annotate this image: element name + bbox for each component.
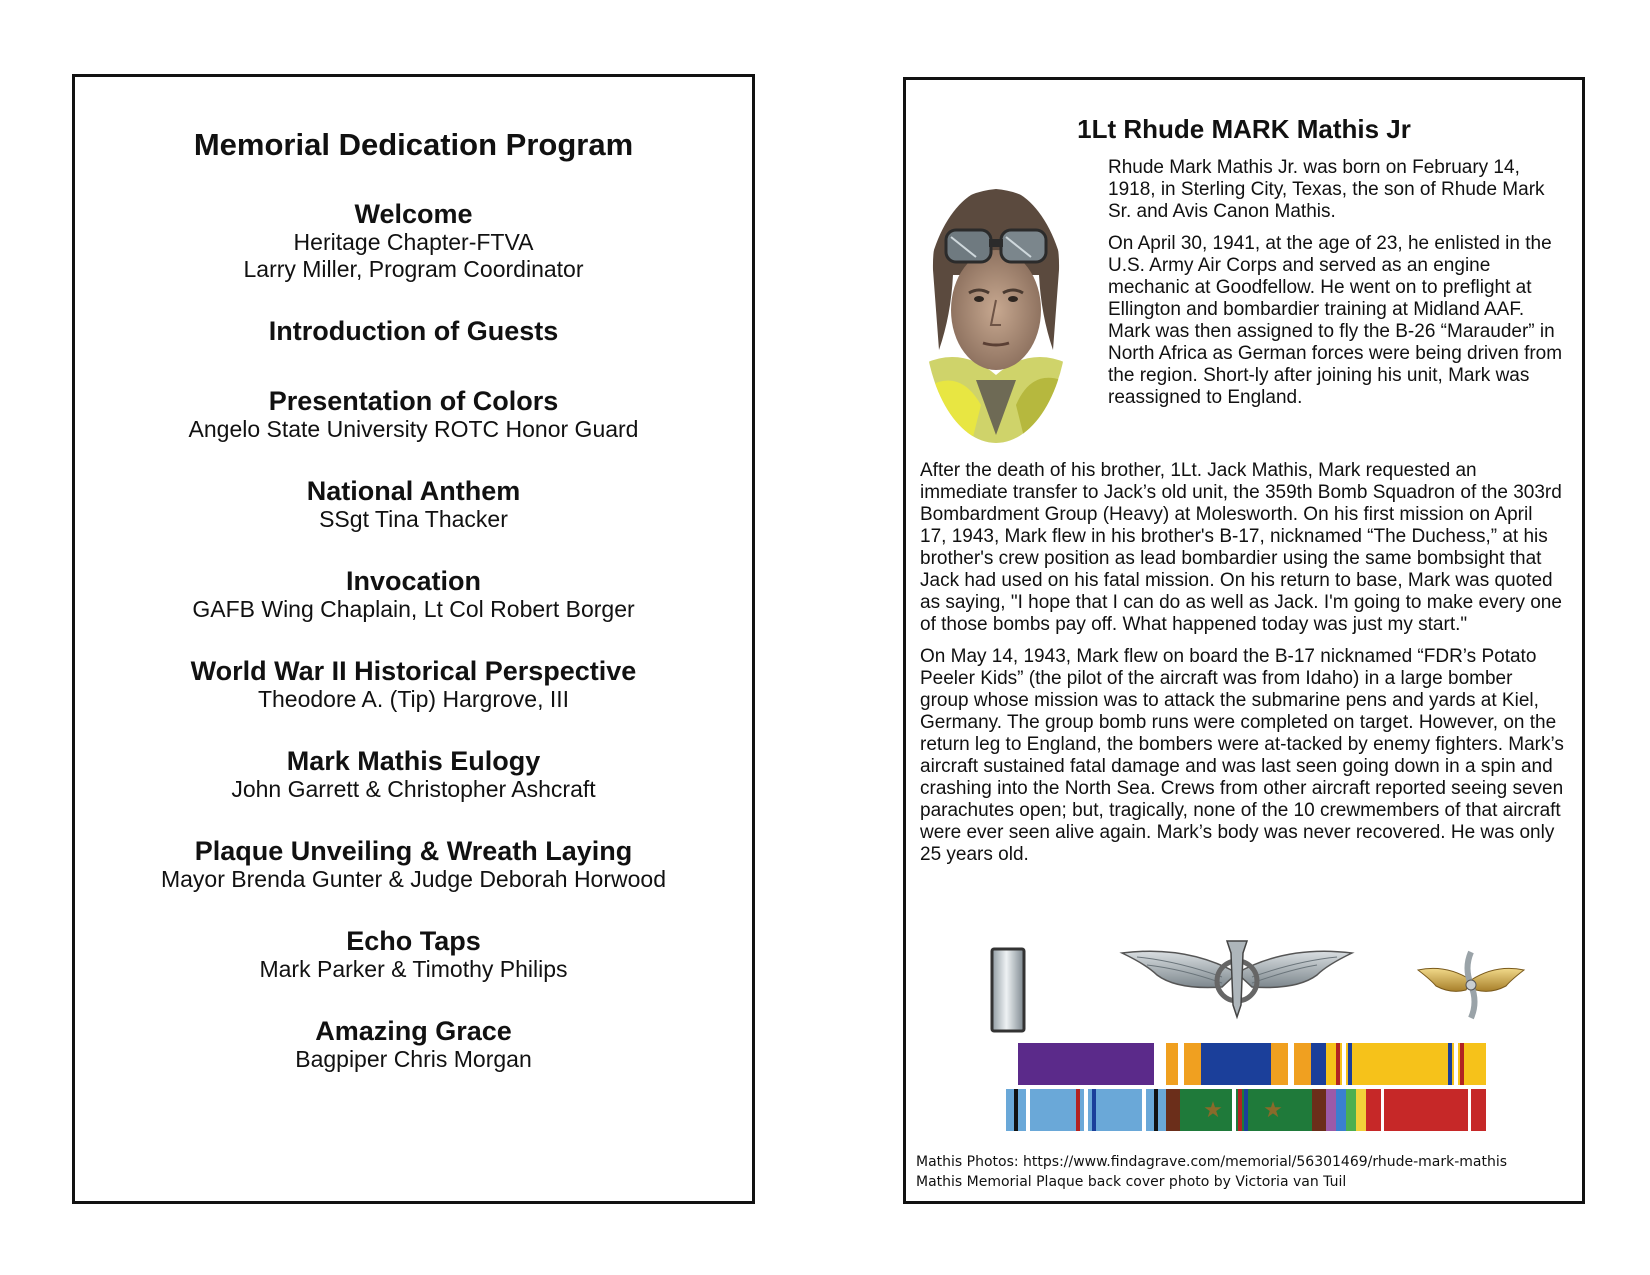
program-item — [75, 926, 752, 983]
program-item-heading: Amazing Grace — [315, 1016, 512, 1046]
photo-credit-line: Mathis Photos: https://www.findagrave.com/memorial/56301469/rhude-mark-mathis — [916, 1154, 1508, 1170]
svg-text:★: ★ — [1263, 1097, 1283, 1122]
program-item — [75, 656, 752, 713]
ribbon-bar-icon — [1006, 1043, 1486, 1133]
program-item — [75, 199, 752, 283]
biography-paragraph: Rhude Mark Mathis Jr. was born on February 14, 1918, in Sterling City, Texas, the son of Rhude Mark Sr. and Avis Canon Mathis. — [1108, 157, 1545, 222]
program-item — [75, 566, 752, 623]
photo-credit-line: Mathis Memorial Plaque back cover photo by Victoria van Tuil — [916, 1174, 1347, 1190]
program-title: Memorial Dedication Program — [193, 127, 634, 162]
program-item-detail: Bagpiper Chris Morgan — [295, 1046, 532, 1072]
biography-panel — [903, 77, 1585, 1204]
program-item — [75, 386, 752, 443]
photo-credits — [916, 1152, 1572, 1192]
program-item — [75, 1016, 752, 1073]
program-item-heading: Invocation — [345, 566, 481, 596]
program-item-detail: SSgt Tina Thacker — [319, 506, 508, 532]
biography-title: 1Lt Rhude MARK Mathis Jr — [1077, 114, 1411, 144]
portrait-photo — [921, 175, 1071, 445]
program-item-heading: Mark Mathis Eulogy — [286, 746, 541, 776]
program-item-detail: Theodore A. (Tip) Hargrove, III — [257, 686, 570, 712]
biography-side-text — [1108, 157, 1564, 419]
insignia-row — [906, 935, 1582, 1035]
bombardier-wings-icon — [1117, 935, 1357, 1025]
program-item-heading: Echo Taps — [346, 926, 481, 956]
first-lieutenant-bar-icon — [990, 947, 1026, 1033]
biography-body — [920, 460, 1564, 876]
program-item — [75, 746, 752, 803]
biography-intro — [906, 157, 1582, 447]
program-item-detail: GAFB Wing Chaplain, Lt Col Robert Borger — [192, 596, 635, 622]
program-item — [75, 836, 752, 893]
program-item-detail: Heritage Chapter-FTVA — [293, 229, 534, 255]
program-item — [75, 316, 752, 346]
program-item-heading: Plaque Unveiling & Wreath Laying — [194, 836, 633, 866]
program-item — [75, 476, 752, 533]
program-item-heading: Welcome — [354, 199, 473, 229]
program-item-detail: Mayor Brenda Gunter & Judge Deborah Horwood — [160, 866, 666, 892]
biography-paragraph: On April 30, 1941, at the age of 23, he enlisted in the U.S. Army Air Corps and served as an engine mechanic at Goodfellow. He went on to preflight at Ellington and bombardier training at Midland AAF. Mark was then assigned to fly the B-26 “Marauder” in North Africa as German forces were being driven from the region. Short-ly after joining his unit, Mark was reassigned to England. — [1108, 233, 1563, 408]
program-panel — [72, 74, 755, 1204]
program-item-detail: Mark Parker & Timothy Philips — [259, 956, 568, 982]
program-item-heading: Presentation of Colors — [268, 386, 559, 416]
program-item-detail: John Garrett & Christopher Ashcraft — [231, 776, 596, 802]
aviation-cadet-badge-icon — [1416, 950, 1526, 1020]
program-item-detail: Larry Miller, Program Coordinator — [243, 256, 584, 282]
biography-paragraph: On May 14, 1943, Mark flew on board the B-17 nicknamed “FDR’s Potato Peeler Kids” (the pilot of the aircraft was from Idaho) in a large bomber group whose mission was to attack the submarine pens and yards at Kiel, Germany. The group bomb runs were completed on target. However, on the return leg to England, the bombers were at-tacked by enemy fighters. Mark’s aircraft sustained fatal damage and was last seen going down in a spin and crashing into the North Sea. Crews from other aircraft reported seeing seven parachutes open; but, tragically, none of the 10 crewmembers of that aircraft were ever seen alive again. Mark’s body was never recovered. He was only 25 years old. — [920, 646, 1564, 865]
program-item-heading: World War II Historical Perspective — [190, 656, 637, 686]
svg-text:★: ★ — [1203, 1097, 1223, 1122]
program-item-heading: Introduction of Guests — [268, 316, 559, 346]
program-item-heading: National Anthem — [306, 476, 521, 506]
biography-paragraph: After the death of his brother, 1Lt. Jack Mathis, Mark requested an immediate transfer to Jack’s old unit, the 359th Bomb Squadron of the 303rd Bombardment Group (Heavy) at Molesworth. On his first mission on April 17, 1943, Mark flew in his brother's B-17, nicknamed “The Duchess,” at his brother's crew position as lead bombardier using the same bombsight that Jack had used on his fatal mission. On his return to base, Mark was quoted as saying, "I hope that I can do as well as Jack. I'm going to make every one of those bombs pay off. What happened today was just my start." — [920, 460, 1562, 635]
program-item-detail: Angelo State University ROTC Honor Guard — [188, 416, 639, 442]
program-list — [75, 199, 752, 1073]
